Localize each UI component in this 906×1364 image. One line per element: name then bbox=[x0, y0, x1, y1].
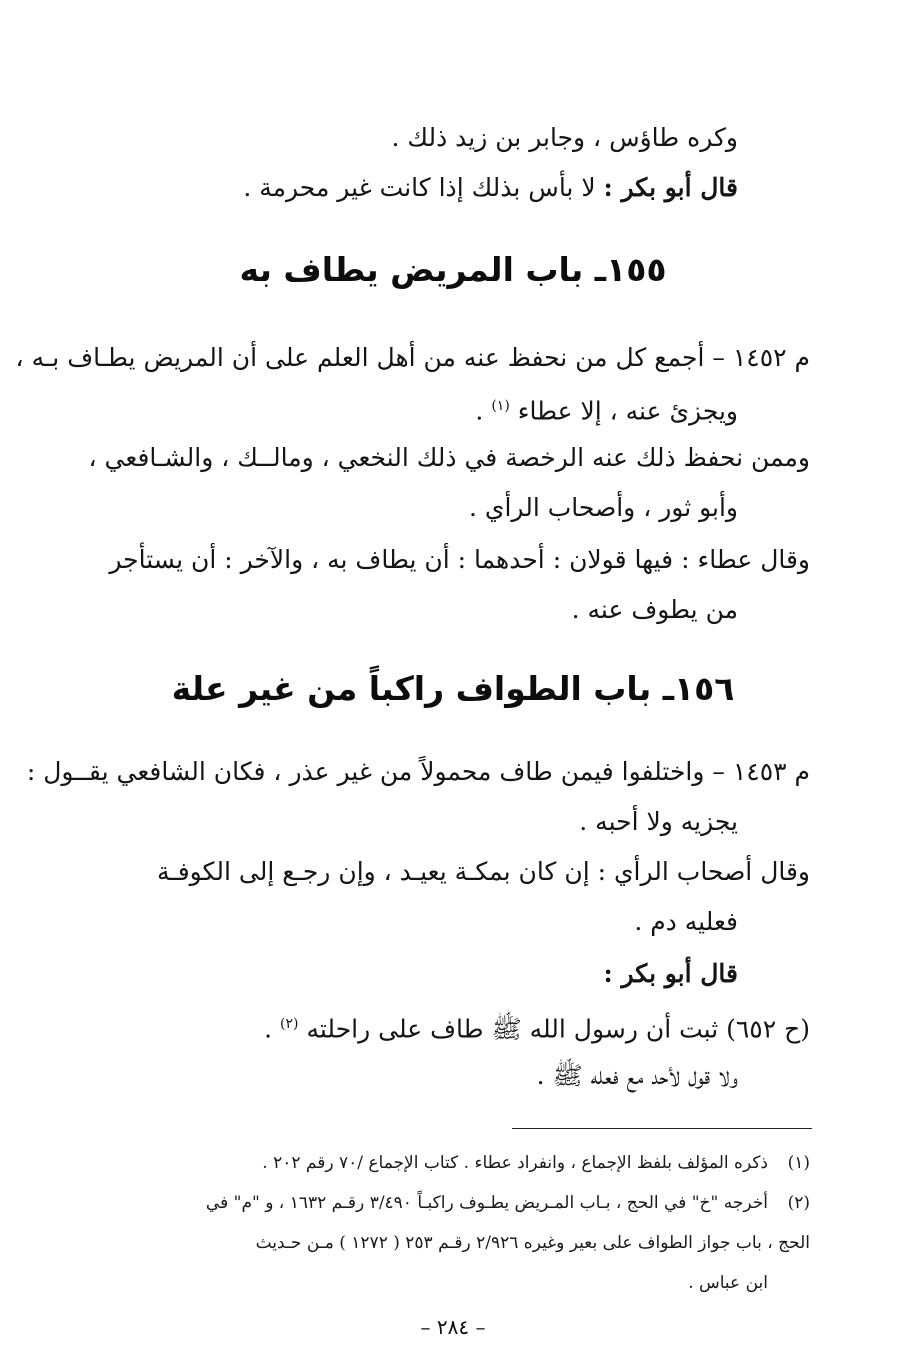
footnote-2: أخرجه "خ" في الحج ، بـاب المـريض يطـوف راكبـاً ٣/٤٩٠ رقـم ١٦٣٢ ، و "م" في bbox=[205, 1193, 768, 1213]
footnote-number: (٢) bbox=[787, 1193, 810, 1213]
text-span: . bbox=[475, 396, 492, 426]
text-line: فعليه دم . bbox=[634, 907, 738, 936]
paragraph-1452: م ١٤٥٢ – أجمع كل من نحفظ عنه من أهل العلم على أن المريض يطـاف بـه ، bbox=[15, 343, 810, 372]
text-span: . bbox=[264, 1014, 281, 1044]
text-line bbox=[243, 168, 738, 208]
text-line: وقال أصحاب الرأي : إن كان بمكـة يعيـد ، وإن رجـع إلى الكوفـة bbox=[156, 857, 810, 886]
text-line: يجزيه ولا أحبه . bbox=[579, 807, 738, 836]
speaker-label: قال أبو بكر : bbox=[603, 173, 738, 202]
paragraph-1453: م ١٤٥٣ – واختلفوا فيمن طاف محمولاً من غير عذر ، فكان الشافعي يقــول : bbox=[26, 757, 810, 786]
footnote-number: (١) bbox=[787, 1153, 810, 1173]
text-line bbox=[475, 386, 738, 431]
page-number: – ٢٨٤ – bbox=[420, 1315, 486, 1339]
text-span: (ح ٦٥٢) ثبت أن رسول الله ﷺ طاف على راحلته bbox=[306, 1014, 810, 1044]
text-span: لا بأس بذلك إذا كانت غير محرمة . bbox=[243, 173, 604, 202]
footnote-ref: (١) bbox=[491, 398, 510, 414]
text-span: ويجزئ عنه ، إلا عطاء bbox=[517, 396, 738, 426]
footnote-1: ذكره المؤلف بلفظ الإجماع ، وانفراد عطاء . كتاب الإجماع /٧٠ رقم ٢٠٢ . bbox=[262, 1153, 768, 1173]
text-line: وكره طاؤس ، وجابر بن زيد ذلك . bbox=[391, 123, 738, 152]
text-line: من يطوف عنه . bbox=[571, 595, 738, 624]
text-line: ولا قول لأحد مع فعله ﷺ . bbox=[536, 1061, 738, 1090]
text-line: وممن نحفظ ذلك عنه الرخصة في ذلك النخعي ، ومالــك ، والشـافعي ، bbox=[88, 443, 810, 472]
text-line: وأبو ثور ، وأصحاب الرأي . bbox=[469, 493, 738, 522]
footnote-2-line: الحج ، باب جواز الطواف على بعير وغيره ٢/٩٢٦ رقـم ٢٥٣ ( ١٢٧٢ ) مـن حـديث bbox=[255, 1233, 810, 1253]
footnote-2-line: ابن عباس . bbox=[688, 1273, 768, 1293]
text-line: وقال عطاء : فيها قولان : أحدهما : أن يطاف به ، والآخر : أن يستأجر bbox=[109, 545, 810, 574]
hadith-line bbox=[264, 1004, 810, 1049]
speaker-label: قال أبو بكر : bbox=[603, 959, 738, 988]
section-heading-156: ١٥٦ـ باب الطواف راكباً من غير علة bbox=[171, 669, 735, 708]
section-heading-155: ١٥٥ـ باب المريض يطاف به bbox=[239, 250, 667, 289]
footnote-ref: (٢) bbox=[280, 1016, 299, 1032]
footnote-separator bbox=[512, 1128, 812, 1129]
